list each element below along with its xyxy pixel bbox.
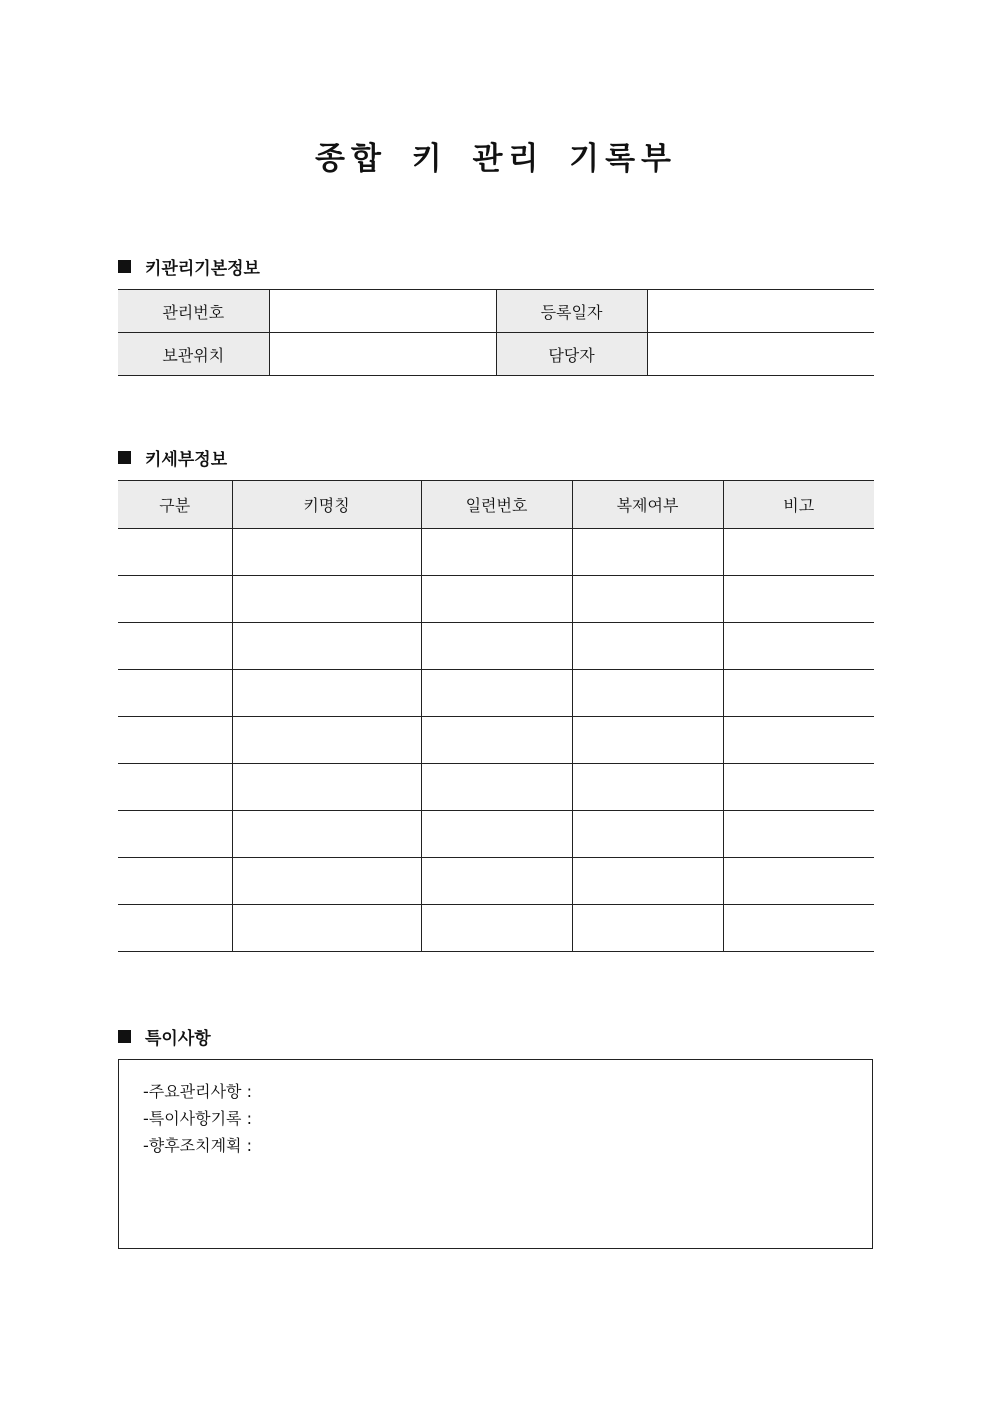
remarks-cell[interactable] (723, 811, 874, 858)
category-cell[interactable] (118, 905, 232, 952)
column-header-category: 구분 (118, 481, 232, 529)
table-row (118, 529, 874, 576)
section-heading-detail-label: 키세부정보 (145, 450, 228, 470)
column-header-remarks: 비고 (723, 481, 874, 529)
key-name-cell[interactable] (232, 529, 421, 576)
notes-box[interactable] (118, 1059, 873, 1249)
duplication-cell[interactable] (572, 717, 723, 764)
remarks-cell[interactable] (723, 576, 874, 623)
label-registration-date: 등록일자 (496, 290, 647, 333)
square-bullet-icon (118, 260, 131, 273)
serial-number-cell[interactable] (421, 623, 572, 670)
notes-line-special-record: -특이사항기록 : (143, 1109, 252, 1128)
key-name-cell[interactable] (232, 576, 421, 623)
storage-location-field[interactable] (269, 333, 496, 376)
remarks-cell[interactable] (723, 764, 874, 811)
table-row (118, 858, 874, 905)
table-row (118, 576, 874, 623)
table-row (118, 905, 874, 952)
square-bullet-icon (118, 451, 131, 464)
remarks-cell[interactable] (723, 858, 874, 905)
key-name-cell[interactable] (232, 623, 421, 670)
section-heading-basic (118, 254, 260, 279)
key-detail-table-body (118, 529, 874, 952)
serial-number-cell[interactable] (421, 717, 572, 764)
serial-number-cell[interactable] (421, 576, 572, 623)
category-cell[interactable] (118, 529, 232, 576)
label-management-number: 관리번호 (118, 290, 269, 333)
remarks-cell[interactable] (723, 623, 874, 670)
remarks-cell[interactable] (723, 529, 874, 576)
key-name-cell[interactable] (232, 670, 421, 717)
table-row (118, 670, 874, 717)
duplication-cell[interactable] (572, 623, 723, 670)
table-row (118, 717, 874, 764)
table-row (118, 290, 874, 333)
category-cell[interactable] (118, 717, 232, 764)
table-row (118, 764, 874, 811)
serial-number-cell[interactable] (421, 529, 572, 576)
section-heading-basic-label: 키관리기본정보 (145, 259, 260, 279)
duplication-cell[interactable] (572, 858, 723, 905)
category-cell[interactable] (118, 811, 232, 858)
column-header-key-name: 키명칭 (232, 481, 421, 529)
duplication-cell[interactable] (572, 670, 723, 717)
section-heading-notes (118, 1024, 211, 1049)
basic-info-table (118, 289, 874, 376)
category-cell[interactable] (118, 764, 232, 811)
duplication-cell[interactable] (572, 811, 723, 858)
label-person-in-charge: 담당자 (496, 333, 647, 376)
section-heading-notes-label: 특이사항 (145, 1029, 211, 1049)
table-row (118, 623, 874, 670)
notes-line-main-management: -주요관리사항 : (143, 1082, 252, 1101)
category-cell[interactable] (118, 623, 232, 670)
remarks-cell[interactable] (723, 905, 874, 952)
category-cell[interactable] (118, 858, 232, 905)
page-title: 종합 키 관리 기록부 (315, 141, 677, 177)
key-name-cell[interactable] (232, 717, 421, 764)
serial-number-cell[interactable] (421, 858, 572, 905)
key-name-cell[interactable] (232, 764, 421, 811)
section-heading-detail (118, 445, 227, 470)
key-name-cell[interactable] (232, 905, 421, 952)
serial-number-cell[interactable] (421, 905, 572, 952)
remarks-cell[interactable] (723, 670, 874, 717)
key-detail-table (118, 480, 874, 952)
person-in-charge-field[interactable] (647, 333, 874, 376)
duplication-cell[interactable] (572, 764, 723, 811)
column-header-serial-number: 일련번호 (421, 481, 572, 529)
management-number-field[interactable] (269, 290, 496, 333)
column-header-duplication: 복제여부 (572, 481, 723, 529)
table-row (118, 333, 874, 376)
table-header-row (118, 481, 874, 529)
registration-date-field[interactable] (647, 290, 874, 333)
serial-number-cell[interactable] (421, 670, 572, 717)
serial-number-cell[interactable] (421, 764, 572, 811)
remarks-cell[interactable] (723, 717, 874, 764)
key-name-cell[interactable] (232, 811, 421, 858)
duplication-cell[interactable] (572, 905, 723, 952)
serial-number-cell[interactable] (421, 811, 572, 858)
key-name-cell[interactable] (232, 858, 421, 905)
notes-line-future-action: -향후조치계획 : (143, 1136, 252, 1155)
table-row (118, 811, 874, 858)
label-storage-location: 보관위치 (118, 333, 269, 376)
square-bullet-icon (118, 1030, 131, 1043)
category-cell[interactable] (118, 576, 232, 623)
duplication-cell[interactable] (572, 576, 723, 623)
duplication-cell[interactable] (572, 529, 723, 576)
category-cell[interactable] (118, 670, 232, 717)
